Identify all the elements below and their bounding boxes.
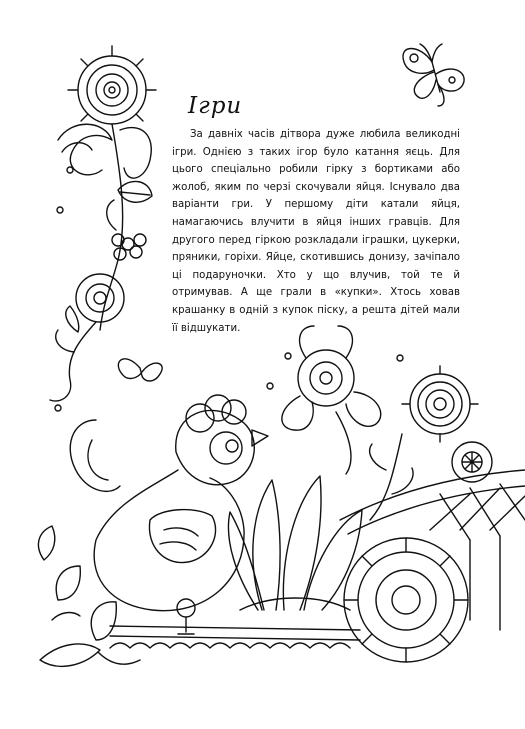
flower-stem (100, 124, 123, 330)
ground-border (110, 626, 360, 640)
small-butterfly-icon (118, 359, 162, 381)
fan-flower-icon (228, 476, 362, 610)
sun-flower-icon (68, 46, 156, 124)
disc-flower-icon (76, 274, 124, 322)
story-text (172, 126, 460, 337)
butterfly-icon (403, 44, 464, 106)
leaf-icon (107, 181, 152, 230)
leaf-cluster-icon (38, 526, 140, 666)
slide-lattice-icon (340, 470, 525, 630)
easter-egg-icon (344, 538, 468, 662)
story-paragraph: За давніх часів дітвора дуже любила великодні ігри. Однією з таких ігор було катання яєць. Для цього спеціально робили гірку з бортиками або жолоб, яким по черзі скочували яйця. Існувало два варіанти гри. У першому діти катали яйця, намагаючись влучити в яйця інших гравців. Для другого перед гіркою розкладали іграшки, цукерки, пряники, горіхи. Яйце, скотившись донизу, зачіпало ці подаруночки. Хто у що влучив, той те й отримував. А ще грали в «купки». Хтось ховав крашанку в одній з купок піску, а решта дітей мали її відшукати. (172, 129, 460, 334)
page-title: Ігри (188, 93, 243, 119)
vine-right (370, 434, 413, 520)
swirl-leaf-icon (58, 124, 151, 178)
flower-icon (282, 326, 381, 474)
small-flower-icon (112, 234, 146, 260)
scallop-border (110, 643, 350, 648)
vine-left (50, 322, 96, 401)
hen-icon (70, 395, 268, 634)
target-flower-icon (402, 366, 478, 442)
